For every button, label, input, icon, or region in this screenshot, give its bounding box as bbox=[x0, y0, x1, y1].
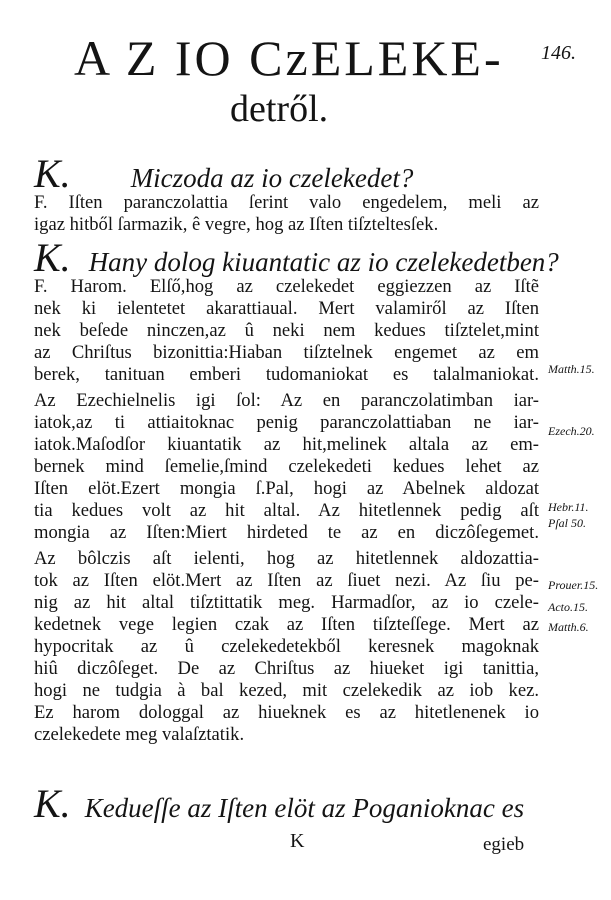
answer-line: az Chriſtus bizonittia:Hiaban tiſztelnek engemet az em bbox=[34, 342, 539, 363]
answer-line: kedetnek vege legien czak az Iſten tiſzteſſege. Mert az bbox=[34, 614, 539, 635]
question-text: Kedueſſe az Iſten elöt az Poganioknac es bbox=[84, 793, 525, 823]
chapter-title-line2: detről. bbox=[230, 88, 329, 130]
answer-line: iatok.Maſodſor kiuantatik az hit,melinek altala az em- bbox=[34, 434, 539, 455]
margin-note: Pſal 50. bbox=[548, 516, 586, 530]
answer-line: hiû diczôſeget. De az Chriſtus az hiueket igi tanittia, bbox=[34, 658, 539, 679]
margin-note: Matth.6. bbox=[548, 620, 589, 634]
catchword: egieb bbox=[483, 834, 525, 855]
answer-line: Az Ezechielnelis igi ſol: Az en paranczolatimban iar- bbox=[34, 390, 539, 411]
answer-line: nek beſede ninczen,az û neki nem kedues tiſztelet,mint bbox=[34, 320, 539, 341]
question-1 bbox=[34, 150, 413, 197]
answer-line: F. Harom. Elſő,hog az czelekedet eggiezzen az Iſtẽ bbox=[34, 276, 539, 297]
answer-line: czelekedete meg valaſztatik. bbox=[34, 724, 245, 745]
answer-line: mongia az Iſten:Miert hirdeted te az en diczôſegemet. bbox=[34, 522, 539, 543]
answer-line: Ez harom dologgal az hiueknek es az hitetlenenek io bbox=[34, 702, 539, 723]
margin-note: Hebr.11. bbox=[548, 500, 589, 514]
question-text: Miczoda az io czelekedet? bbox=[130, 163, 414, 193]
question-marker: K. bbox=[34, 235, 71, 280]
answer-line: tok az Iſten elöt.Mert az Iſten az ſiuet nezi. Az ſiu pe- bbox=[34, 570, 539, 591]
question-marker: K. bbox=[34, 151, 71, 196]
answer-line: hogi ne tudgia à bal kezed, mit czelekedik az iob kez. bbox=[34, 680, 539, 701]
question-marker: K. bbox=[34, 781, 71, 826]
margin-note: Ezech.20. bbox=[548, 424, 595, 438]
question-2 bbox=[34, 234, 559, 281]
margin-note: Acto.15. bbox=[548, 600, 588, 614]
answer-line: F. Iſten paranczolattia ſerint valo engedelem, meli az bbox=[34, 192, 539, 213]
answer-line: berek, tanituan emberi tudomaniokat es talalmaniokat. bbox=[34, 364, 539, 385]
answer-line: igaz hitből ſarmazik, ê vegre, hog az Iſten tiſzteltesſek. bbox=[34, 214, 439, 235]
margin-note: Matth.15. bbox=[548, 362, 595, 376]
page-number: 146. bbox=[541, 42, 576, 64]
question-text: Hany dolog kiuantatic az io czelekedetben? bbox=[88, 247, 559, 277]
answer-line: bernek mind ſemelie,ſmind czelekedeti kedues lehet az bbox=[34, 456, 539, 477]
chapter-title-line1: A Z IO CzELEKE- bbox=[74, 30, 504, 86]
signature-mark: K bbox=[290, 830, 305, 852]
answer-line: nig az hit altal tiſztittatik meg. Harmadſor, az io czele- bbox=[34, 592, 539, 613]
answer-line: Az bôlczis aſt ielenti, hog az hitetlennek aldozattia- bbox=[34, 548, 539, 569]
answer-line: tia kedues volt az hit altal. Az hitetlennek pedig aſt bbox=[34, 500, 539, 521]
answer-line: Iſten elöt.Ezert mongia ſ.Pal, hogi az Abelnek aldozat bbox=[34, 478, 539, 499]
answer-line: nek ki ielentetet akarattiaual. Mert valamiről az Iſten bbox=[34, 298, 539, 319]
answer-line: iatok,az ti attiaitoknac penig paranczolattiaban ne iar- bbox=[34, 412, 539, 433]
answer-line: hypocritak az û czelekedetekből keresnek magoknak bbox=[34, 636, 539, 657]
margin-note: Prouer.15. bbox=[548, 578, 599, 592]
question-3 bbox=[34, 780, 524, 827]
